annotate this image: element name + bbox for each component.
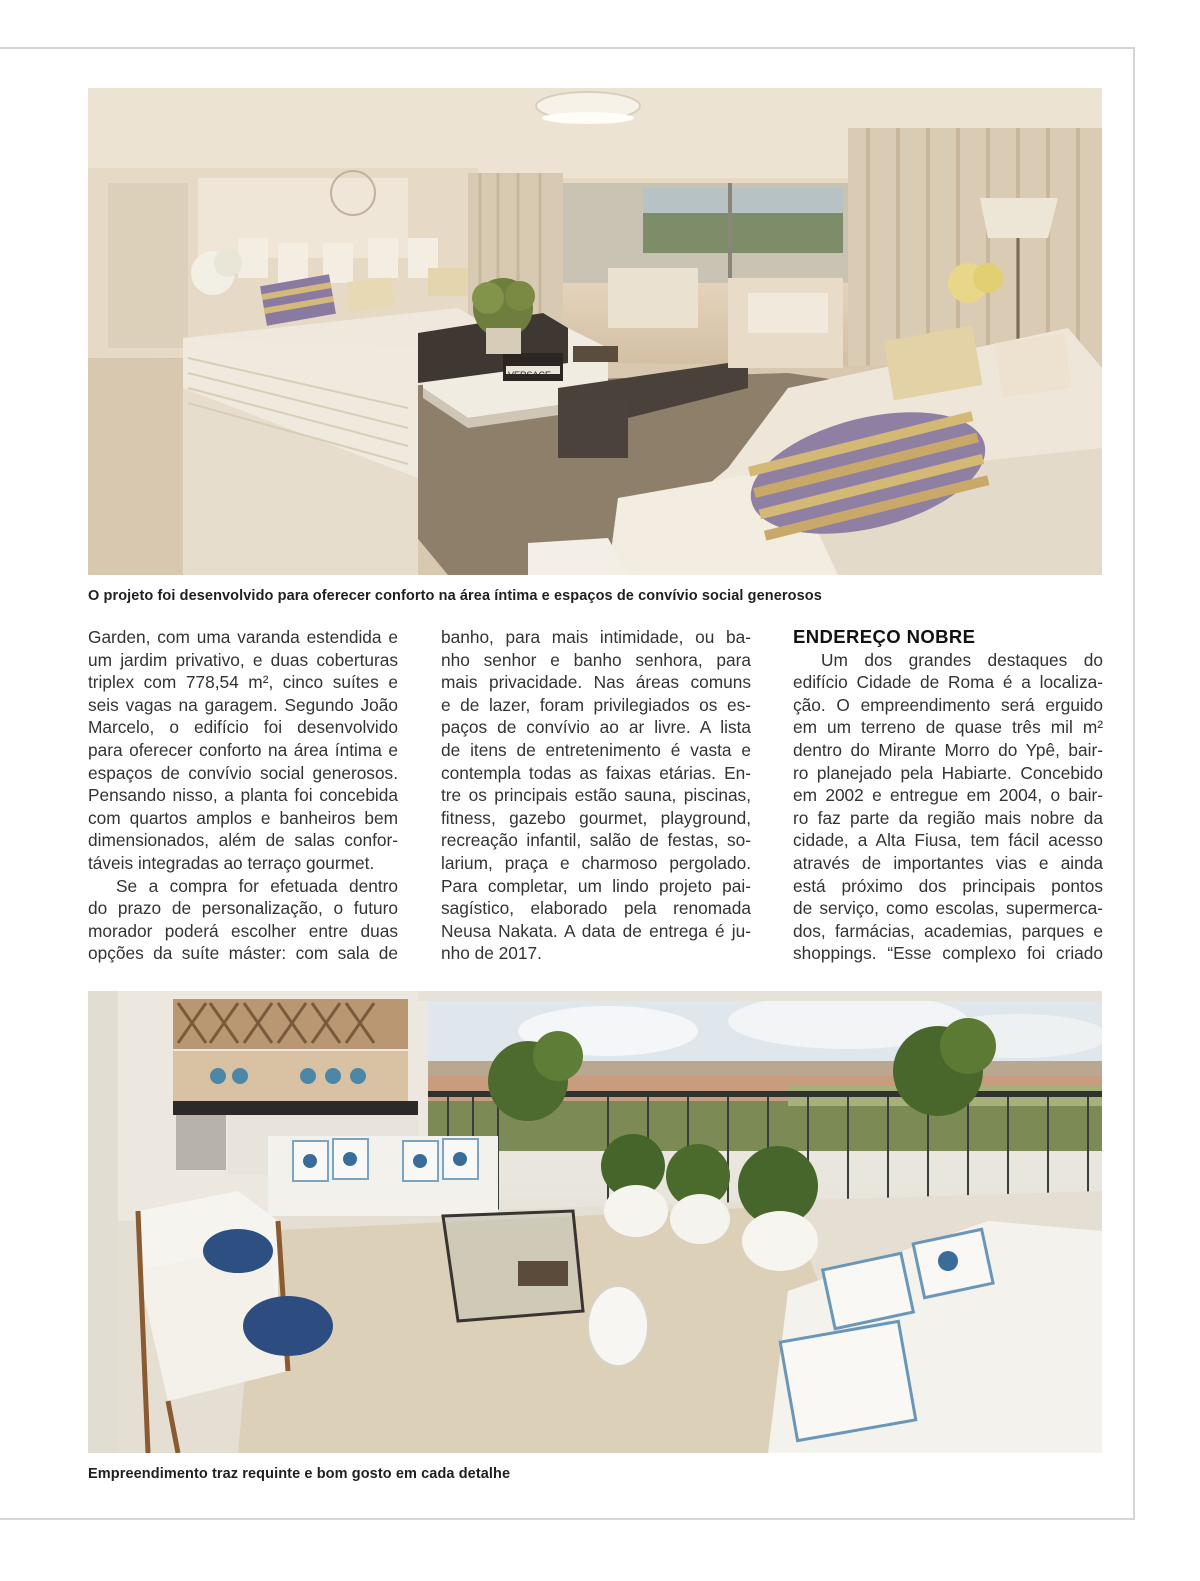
living-room-photo	[88, 88, 1102, 575]
col1-line: um jardim privativo, e duas coberturas	[88, 649, 398, 670]
col3-line: através de importantes vias e ainda	[793, 852, 1103, 873]
col1-line: morador poderá escolher entre duas	[88, 920, 398, 941]
page-border-top	[0, 47, 1134, 49]
col1-line: do prazo de personalização, o futuro	[88, 898, 398, 919]
section-heading: ENDEREÇO NOBRE	[793, 626, 976, 647]
text-column-2	[441, 626, 751, 965]
col3-line: em um terreno de quase três mil m²	[793, 717, 1103, 738]
col3-line: Um dos grandes destaques do	[821, 649, 1103, 670]
photo-caption-top: O projeto foi desenvolvido para oferecer conforto na área íntima e espaços de convívio social generosos	[88, 588, 822, 604]
col1-line: dimensionados, além de salas confor-	[88, 830, 398, 851]
col2-line: paços de convívio ao ar livre. A lista	[441, 717, 751, 738]
col2-line: contempla todas as faixas etárias. En-	[441, 762, 751, 783]
col1-line: táveis integradas ao terraço gourmet.	[88, 852, 375, 873]
page-border-right	[1133, 47, 1135, 1519]
text-column-3	[793, 626, 1103, 965]
col3-line: ção. O empreendimento será erguido	[793, 694, 1103, 715]
col1-line: Garden, com uma varanda estendida e	[88, 627, 398, 647]
col1-line: para oferecer conforto na área íntima e	[88, 739, 398, 760]
col2-line: sagístico, elaborado pela renomada	[441, 898, 751, 919]
col1-line: seis vagas na garagem. Segundo João	[88, 694, 398, 715]
col2-line: mais privacidade. Nas áreas comuns	[441, 672, 751, 693]
col1-line: Marcelo, o edifício foi desenvolvido	[88, 717, 398, 738]
col2-line: nho de 2017.	[441, 943, 542, 964]
col3-line: ro planejado pela Habiarte. Concebido	[793, 762, 1103, 783]
col3-line: cidade, a Alta Fiusa, tem fácil acesso	[793, 830, 1103, 851]
col2-line: Neusa Nakata. A data de entrega é ju-	[441, 920, 751, 941]
col2-line: recreação infantil, salão de festas, so-	[441, 830, 751, 851]
col3-line: dentro do Mirante Morro do Ypê, bair-	[793, 739, 1103, 760]
col2-line: Para completar, um lindo projeto pai-	[441, 875, 751, 896]
col2-line: banho, para mais intimidade, ou ba-	[441, 627, 751, 647]
col1-line: espaços de convívio social generosos.	[88, 762, 398, 783]
col3-line: de serviço, como escolas, supermerca-	[793, 898, 1103, 919]
col1-line: Pensando nisso, a planta foi concebida	[88, 785, 398, 806]
col1-line: Se a compra for efetuada dentro	[116, 875, 398, 896]
col3-line: em 2002 e entregue em 2004, o bair-	[793, 785, 1103, 806]
col2-line: larium, praça e charmoso pergolado.	[441, 852, 751, 873]
col2-line: de itens de entretenimento é vasta e	[441, 739, 751, 760]
col3-line: edifício Cidade de Roma é a localiza-	[793, 672, 1103, 693]
col1-line: triplex com 778,54 m², cinco suítes e	[88, 672, 398, 693]
text-column-1	[88, 626, 398, 965]
page-border-bottom	[0, 1518, 1135, 1520]
col3-line: ro faz parte da região mais nobre da	[793, 807, 1103, 828]
book-cover-title: VERSACE	[508, 370, 552, 380]
col2-line: nho senhor e banho senhora, para	[441, 649, 751, 670]
balcony-photo	[88, 991, 1102, 1453]
photo-caption-bottom: Empreendimento traz requinte e bom gosto em cada detalhe	[88, 1466, 511, 1482]
col3-line: shoppings. “Esse complexo foi criado	[793, 943, 1103, 964]
col2-line: tre os principais estão sauna, piscinas,	[441, 785, 751, 806]
col1-line: opções da suíte máster: com sala de	[88, 943, 398, 964]
col1-line: com quartos amplos e banheiros bem	[88, 807, 398, 828]
col2-line: e de lazer, foram privilegiados os es-	[441, 694, 751, 715]
col2-line: fitness, gazebo gourmet, playground,	[441, 807, 751, 828]
col3-line: está próximo dos principais pontos	[793, 875, 1103, 896]
col3-line: dos, farmácias, academias, parques e	[793, 920, 1103, 941]
